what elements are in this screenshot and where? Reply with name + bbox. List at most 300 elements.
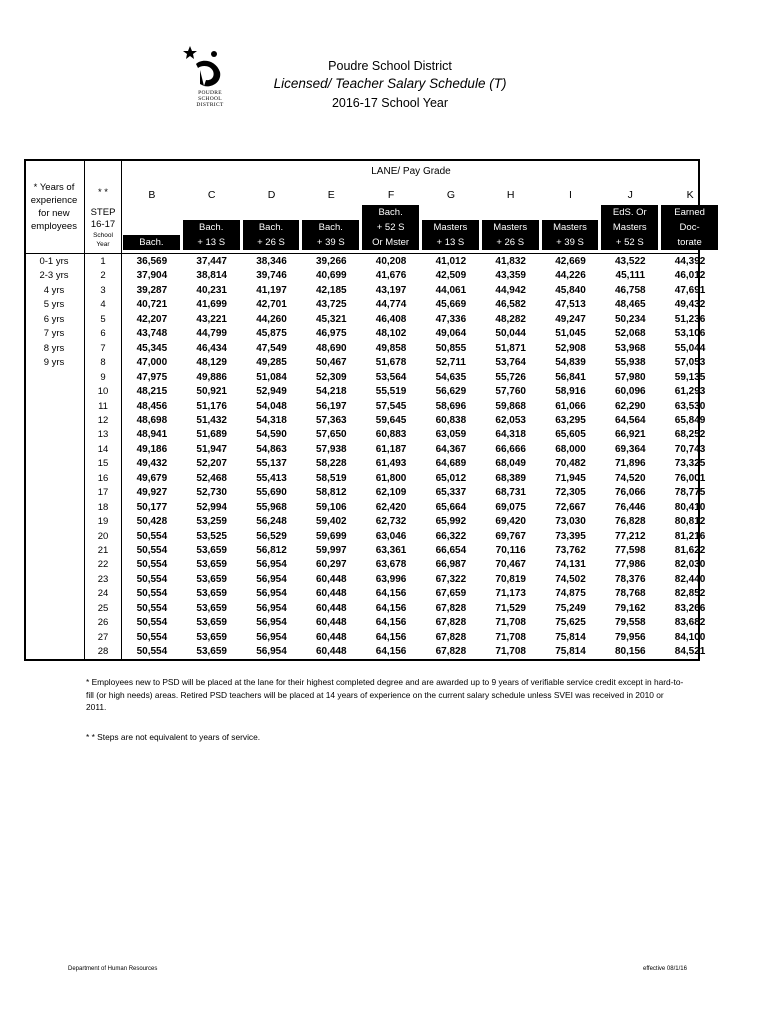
salary-cell: 64,367 <box>435 443 467 455</box>
salary-cell: 58,916 <box>555 386 586 398</box>
lane-description-line: Bach. <box>318 222 343 233</box>
salary-cell: 78,376 <box>614 573 646 585</box>
salary-cell: 42,185 <box>315 284 347 296</box>
lane-description <box>601 205 658 250</box>
lane-letter: H <box>506 189 515 201</box>
salary-cell: 80,410 <box>674 501 706 513</box>
salary-cell: 49,679 <box>136 472 168 484</box>
salary-cell: 42,701 <box>256 299 287 311</box>
lane-description <box>123 235 180 250</box>
salary-cell: 52,468 <box>196 472 227 484</box>
salary-cell: 51,678 <box>375 357 407 369</box>
salary-cell: 74,502 <box>555 573 586 585</box>
salary-cell: 42,509 <box>435 270 467 282</box>
salary-cell: 64,156 <box>375 602 407 614</box>
salary-cell: 61,293 <box>674 386 706 398</box>
salary-cell: 63,678 <box>375 559 407 571</box>
salary-cell: 83,682 <box>674 617 706 629</box>
salary-cell: 49,886 <box>196 371 227 383</box>
salary-cell: 41,012 <box>435 256 467 267</box>
salary-cell: 65,664 <box>435 501 467 513</box>
salary-cell: 52,730 <box>196 487 227 499</box>
salary-cell: 53,659 <box>196 573 227 585</box>
salary-cell: 56,248 <box>256 516 287 528</box>
salary-cell: 72,667 <box>555 501 586 513</box>
salary-cell: 50,234 <box>614 313 646 325</box>
salary-cell: 44,260 <box>256 313 287 325</box>
salary-cell: 53,564 <box>375 371 407 383</box>
salary-cell: 64,156 <box>375 617 407 629</box>
salary-cell: 53,659 <box>196 588 227 600</box>
salary-cell: 67,322 <box>435 573 467 585</box>
salary-cell: 82,030 <box>674 559 706 571</box>
lane-letter: E <box>327 189 335 201</box>
salary-cell: 57,545 <box>375 400 407 412</box>
lane-letter: F <box>387 189 395 201</box>
experience-label: 2-3 yrs <box>39 270 69 282</box>
salary-cell: 42,669 <box>555 256 586 267</box>
salary-cell: 68,049 <box>495 458 526 470</box>
step-number: 18 <box>97 501 109 513</box>
step-number: 2 <box>100 270 106 282</box>
salary-cell: 51,871 <box>495 342 526 354</box>
step-number: 8 <box>100 357 106 369</box>
step-number: 19 <box>97 516 109 528</box>
salary-cell: 65,605 <box>555 429 586 441</box>
salary-cell: 56,954 <box>256 617 287 629</box>
salary-cell: 50,554 <box>136 559 168 571</box>
salary-cell: 59,135 <box>674 371 706 383</box>
salary-cell: 70,482 <box>555 458 586 470</box>
lane-description <box>362 205 419 250</box>
salary-cell: 69,420 <box>495 516 526 528</box>
salary-cell: 59,699 <box>315 530 347 542</box>
salary-cell: 60,448 <box>315 602 347 614</box>
salary-cell: 64,318 <box>495 429 526 441</box>
lane-description-line: + 13 S <box>436 237 465 248</box>
salary-cell: 40,231 <box>196 284 227 296</box>
salary-cell: 76,446 <box>614 501 646 513</box>
salary-cell: 49,064 <box>435 328 467 340</box>
salary-cell: 65,992 <box>435 516 467 528</box>
salary-cell: 52,994 <box>196 501 227 513</box>
salary-cell: 65,849 <box>674 414 706 426</box>
salary-cell: 47,975 <box>136 371 168 383</box>
salary-cell: 51,432 <box>196 414 227 426</box>
salary-cell: 63,996 <box>375 573 407 585</box>
salary-cell: 54,839 <box>555 357 586 369</box>
lane-description-line: + 26 S <box>496 237 525 248</box>
salary-cell: 79,956 <box>614 631 646 643</box>
salary-cell: 52,711 <box>435 357 466 369</box>
salary-cell: 82,440 <box>674 573 706 585</box>
salary-cell: 73,030 <box>555 516 586 528</box>
salary-cell: 43,725 <box>315 299 347 311</box>
salary-cell: 60,448 <box>315 646 347 658</box>
logo-text: POUDRE SCHOOL DISTRICT <box>196 90 224 108</box>
salary-cell: 47,000 <box>136 357 168 369</box>
salary-cell: 60,448 <box>315 631 347 643</box>
step-number: 4 <box>100 299 106 311</box>
salary-cell: 80,812 <box>674 516 706 528</box>
salary-cell: 46,434 <box>196 342 227 354</box>
salary-cell: 36,569 <box>136 256 168 267</box>
salary-cell: 47,336 <box>435 313 467 325</box>
salary-cell: 48,465 <box>614 299 646 311</box>
salary-cell: 50,554 <box>136 530 168 542</box>
salary-cell: 56,954 <box>256 588 287 600</box>
footer-effective-date: effective 08/1/16 <box>643 966 687 972</box>
salary-cell: 41,197 <box>256 284 287 296</box>
salary-cell: 43,221 <box>196 313 227 325</box>
salary-cell: 49,285 <box>256 357 287 369</box>
salary-cell: 57,760 <box>495 386 526 398</box>
salary-cell: 48,456 <box>136 400 168 412</box>
lane-description <box>422 220 479 250</box>
salary-cell: 78,768 <box>614 588 646 600</box>
step-number: 21 <box>97 545 109 556</box>
salary-cell: 55,968 <box>256 501 287 513</box>
salary-cell: 81,622 <box>674 545 706 556</box>
salary-cell: 69,767 <box>495 530 526 542</box>
experience-label: 9 yrs <box>43 357 65 369</box>
salary-cell: 46,758 <box>614 284 646 296</box>
salary-cell: 54,318 <box>256 414 287 426</box>
experience-label: 8 yrs <box>43 342 65 354</box>
salary-cell: 65,012 <box>435 472 467 484</box>
header-divider <box>24 253 700 254</box>
salary-cell: 46,408 <box>375 313 407 325</box>
lane-letter: B <box>148 189 156 201</box>
salary-cell: 50,467 <box>315 357 347 369</box>
salary-cell: 49,927 <box>136 487 168 499</box>
salary-cell: 59,997 <box>315 545 347 556</box>
salary-cell: 50,554 <box>136 617 168 629</box>
salary-cell: 54,635 <box>435 371 467 383</box>
salary-cell: 78,775 <box>674 487 706 499</box>
salary-cell: 50,554 <box>136 602 168 614</box>
salary-cell: 81,216 <box>674 530 706 542</box>
lane-description-line: Bach. <box>139 237 164 248</box>
salary-cell: 51,947 <box>196 443 227 455</box>
salary-cell: 66,987 <box>435 559 467 571</box>
salary-cell: 50,554 <box>136 646 168 658</box>
salary-cell: 41,676 <box>375 270 407 282</box>
salary-cell: 64,156 <box>375 646 407 658</box>
salary-cell: 55,690 <box>256 487 287 499</box>
salary-cell: 64,564 <box>614 414 646 426</box>
salary-cell: 44,942 <box>495 284 526 296</box>
step-number: 1 <box>100 256 106 267</box>
salary-cell: 71,173 <box>495 588 526 600</box>
salary-cell: 49,432 <box>674 299 706 311</box>
salary-cell: 37,447 <box>196 256 227 267</box>
salary-cell: 50,177 <box>136 501 168 513</box>
salary-cell: 73,762 <box>555 545 586 556</box>
salary-cell: 80,156 <box>614 646 646 658</box>
footnote-steps: * * Steps are not equivalent to years of service. <box>86 732 261 742</box>
step-number: 23 <box>97 573 109 585</box>
salary-cell: 43,748 <box>136 328 168 340</box>
salary-cell: 45,345 <box>136 342 168 354</box>
lane-description-line: + 39 S <box>556 237 584 248</box>
salary-cell: 64,156 <box>375 631 407 643</box>
salary-cell: 43,359 <box>495 270 526 282</box>
salary-cell: 75,814 <box>555 631 586 643</box>
lane-letter: I <box>569 189 572 201</box>
lane-description-line: Masters <box>493 222 528 233</box>
salary-cell: 59,868 <box>495 400 526 412</box>
step-number: 13 <box>97 429 109 441</box>
salary-cell: 71,708 <box>495 646 526 658</box>
salary-cell: 55,413 <box>256 472 287 484</box>
salary-cell: 62,420 <box>375 501 407 513</box>
lane-letter: G <box>446 189 455 201</box>
step-number: 6 <box>100 328 106 340</box>
salary-cell: 58,519 <box>315 472 347 484</box>
salary-cell: 59,645 <box>375 414 407 426</box>
salary-cell: 75,814 <box>555 646 586 658</box>
lane-description-line: + 39 S <box>316 237 345 248</box>
salary-cell: 61,800 <box>375 472 407 484</box>
lane-description-line: + 52 S <box>376 222 405 233</box>
salary-cell: 77,212 <box>614 530 646 542</box>
salary-cell: 77,598 <box>614 545 646 556</box>
salary-cell: 48,102 <box>375 328 407 340</box>
salary-cell: 76,066 <box>614 487 646 499</box>
salary-cell: 56,529 <box>256 530 287 542</box>
salary-cell: 52,949 <box>256 386 287 398</box>
lane-letter: J <box>627 189 633 201</box>
salary-cell: 75,249 <box>555 602 586 614</box>
salary-cell: 66,666 <box>495 443 526 455</box>
salary-cell: 49,186 <box>136 443 168 455</box>
salary-cell: 71,708 <box>495 617 526 629</box>
lane-letter: K <box>686 189 694 201</box>
salary-cell: 41,832 <box>495 256 526 267</box>
salary-cell: 62,732 <box>375 516 407 528</box>
salary-cell: 56,954 <box>256 646 287 658</box>
lane-description <box>661 205 718 250</box>
lane-description-line: + 13 S <box>197 237 226 248</box>
step-number: 3 <box>100 284 106 296</box>
salary-cell: 63,059 <box>435 429 467 441</box>
salary-cell: 60,448 <box>315 588 347 600</box>
salary-cell: 57,363 <box>315 414 347 426</box>
step-number: 20 <box>97 530 109 542</box>
lane-description-line: Bach. <box>199 222 224 233</box>
salary-cell: 76,001 <box>674 472 706 484</box>
step-number: 25 <box>97 602 109 614</box>
salary-cell: 39,746 <box>256 270 287 282</box>
salary-cell: 73,325 <box>674 458 706 470</box>
salary-cell: 57,650 <box>315 429 347 441</box>
salary-cell: 55,726 <box>495 371 526 383</box>
salary-cell: 40,208 <box>375 256 407 267</box>
salary-cell: 43,522 <box>614 256 646 267</box>
salary-cell: 55,938 <box>614 357 646 369</box>
salary-cell: 53,659 <box>196 602 227 614</box>
lane-description-line: Masters <box>553 222 587 233</box>
salary-cell: 58,228 <box>315 458 347 470</box>
lane-description <box>542 220 599 250</box>
salary-cell: 75,625 <box>555 617 586 629</box>
salary-cell: 84,521 <box>674 646 706 658</box>
step-header: * * STEP 16-17 School Year <box>90 187 116 248</box>
lane-description <box>243 220 300 250</box>
salary-cell: 48,690 <box>315 342 347 354</box>
salary-cell: 52,309 <box>315 371 347 383</box>
salary-cell: 63,295 <box>555 414 586 426</box>
salary-cell: 39,266 <box>315 256 347 267</box>
salary-cell: 50,554 <box>136 588 168 600</box>
salary-cell: 46,582 <box>495 299 526 311</box>
salary-cell: 82,852 <box>674 588 706 600</box>
salary-cell: 73,395 <box>555 530 586 542</box>
salary-cell: 50,921 <box>196 386 227 398</box>
salary-cell: 69,075 <box>495 501 526 513</box>
salary-cell: 68,731 <box>495 487 526 499</box>
salary-cell: 61,493 <box>375 458 407 470</box>
salary-cell: 53,968 <box>614 342 646 354</box>
salary-cell: 38,346 <box>256 256 287 267</box>
salary-cell: 66,322 <box>435 530 467 542</box>
step-number: 22 <box>97 559 109 571</box>
salary-cell: 68,000 <box>555 443 586 455</box>
lane-letter: D <box>267 189 276 201</box>
salary-cell: 56,812 <box>256 545 287 556</box>
salary-cell: 49,432 <box>136 458 168 470</box>
lane-letter: C <box>207 189 216 201</box>
step-number: 16 <box>97 472 109 484</box>
salary-cell: 55,044 <box>674 342 706 354</box>
step-number: 27 <box>97 631 109 643</box>
salary-cell: 53,259 <box>196 516 227 528</box>
lane-description <box>183 220 240 250</box>
salary-cell: 64,156 <box>375 588 407 600</box>
salary-cell: 56,629 <box>435 386 467 398</box>
salary-cell: 66,654 <box>435 545 467 556</box>
salary-cell: 51,045 <box>555 328 586 340</box>
salary-cell: 46,975 <box>315 328 347 340</box>
salary-cell: 51,689 <box>196 429 227 441</box>
salary-cell: 48,215 <box>136 386 168 398</box>
salary-cell: 77,986 <box>614 559 646 571</box>
salary-cell: 53,659 <box>196 646 227 658</box>
salary-cell: 74,131 <box>555 559 586 571</box>
salary-cell: 42,207 <box>136 313 168 325</box>
salary-cell: 47,513 <box>555 299 586 311</box>
salary-cell: 37,904 <box>136 270 168 282</box>
salary-cell: 54,218 <box>315 386 347 398</box>
salary-cell: 83,266 <box>674 602 706 614</box>
salary-cell: 79,162 <box>614 602 646 614</box>
salary-cell: 70,819 <box>495 573 526 585</box>
salary-cell: 49,858 <box>375 342 407 354</box>
salary-cell: 53,659 <box>196 545 227 556</box>
salary-cell: 50,554 <box>136 573 168 585</box>
salary-cell: 62,053 <box>495 414 526 426</box>
step-number: 24 <box>97 588 109 600</box>
salary-cell: 53,764 <box>495 357 526 369</box>
step-number: 15 <box>97 458 109 470</box>
step-number: 5 <box>100 313 106 325</box>
salary-cell: 60,448 <box>315 617 347 629</box>
salary-cell: 62,109 <box>375 487 407 499</box>
salary-cell: 84,100 <box>674 631 706 643</box>
salary-cell: 49,247 <box>555 313 586 325</box>
salary-cell: 68,252 <box>674 429 706 441</box>
salary-cell: 53,659 <box>196 617 227 629</box>
salary-cell: 47,691 <box>674 284 706 296</box>
lane-description-line: torate <box>677 237 702 248</box>
salary-cell: 43,197 <box>375 284 407 296</box>
salary-cell: 58,696 <box>435 400 467 412</box>
salary-cell: 44,799 <box>196 328 227 340</box>
salary-cell: 50,044 <box>495 328 526 340</box>
salary-cell: 71,945 <box>555 472 586 484</box>
salary-cell: 67,828 <box>435 631 467 643</box>
salary-cell: 63,046 <box>375 530 407 542</box>
salary-cell: 61,066 <box>555 400 586 412</box>
salary-cell: 51,236 <box>674 313 706 325</box>
lane-description-line: Or Mster <box>372 237 410 248</box>
lane-description-line: Masters <box>433 222 468 233</box>
step-number: 28 <box>97 646 109 658</box>
salary-cell: 68,389 <box>495 472 526 484</box>
lane-description <box>302 220 359 250</box>
experience-label: 5 yrs <box>43 299 65 311</box>
salary-cell: 45,111 <box>615 270 646 282</box>
district-name: Poudre School District <box>328 59 452 73</box>
salary-cell: 76,828 <box>614 516 646 528</box>
experience-header: * Years of experience for new employees <box>30 182 78 232</box>
lane-description-line: Bach. <box>378 207 403 218</box>
lane-description <box>482 220 539 250</box>
salary-cell: 56,954 <box>256 602 287 614</box>
step-number: 10 <box>97 386 109 398</box>
salary-cell: 56,197 <box>315 400 347 412</box>
salary-cell: 52,068 <box>614 328 646 340</box>
salary-cell: 63,361 <box>375 545 407 556</box>
salary-cell: 71,896 <box>614 458 646 470</box>
salary-cell: 60,448 <box>315 573 347 585</box>
salary-cell: 61,187 <box>375 443 407 455</box>
salary-cell: 48,941 <box>136 429 168 441</box>
salary-cell: 54,863 <box>256 443 287 455</box>
salary-cell: 54,048 <box>256 400 287 412</box>
step-number: 11 <box>98 400 108 412</box>
salary-cell: 70,467 <box>495 559 526 571</box>
salary-cell: 46,012 <box>674 270 706 282</box>
salary-cell: 56,954 <box>256 631 287 643</box>
school-year: 2016-17 School Year <box>331 96 449 110</box>
salary-cell: 67,828 <box>435 602 467 614</box>
schedule-title: Licensed/ Teacher Salary Schedule (T) <box>273 76 507 91</box>
salary-cell: 54,590 <box>256 429 287 441</box>
salary-cell: 44,392 <box>674 256 706 267</box>
footer-department: Department of Human Resources <box>68 966 158 972</box>
experience-label: 7 yrs <box>43 328 65 340</box>
salary-cell: 56,954 <box>256 573 287 585</box>
salary-cell: 45,321 <box>315 313 347 325</box>
salary-cell: 48,698 <box>136 414 168 426</box>
salary-cell: 44,226 <box>555 270 586 282</box>
experience-label: 4 yrs <box>43 284 65 296</box>
lane-description-line: + 52 S <box>615 237 644 248</box>
step-number: 26 <box>97 617 109 629</box>
salary-cell: 57,938 <box>315 443 347 455</box>
